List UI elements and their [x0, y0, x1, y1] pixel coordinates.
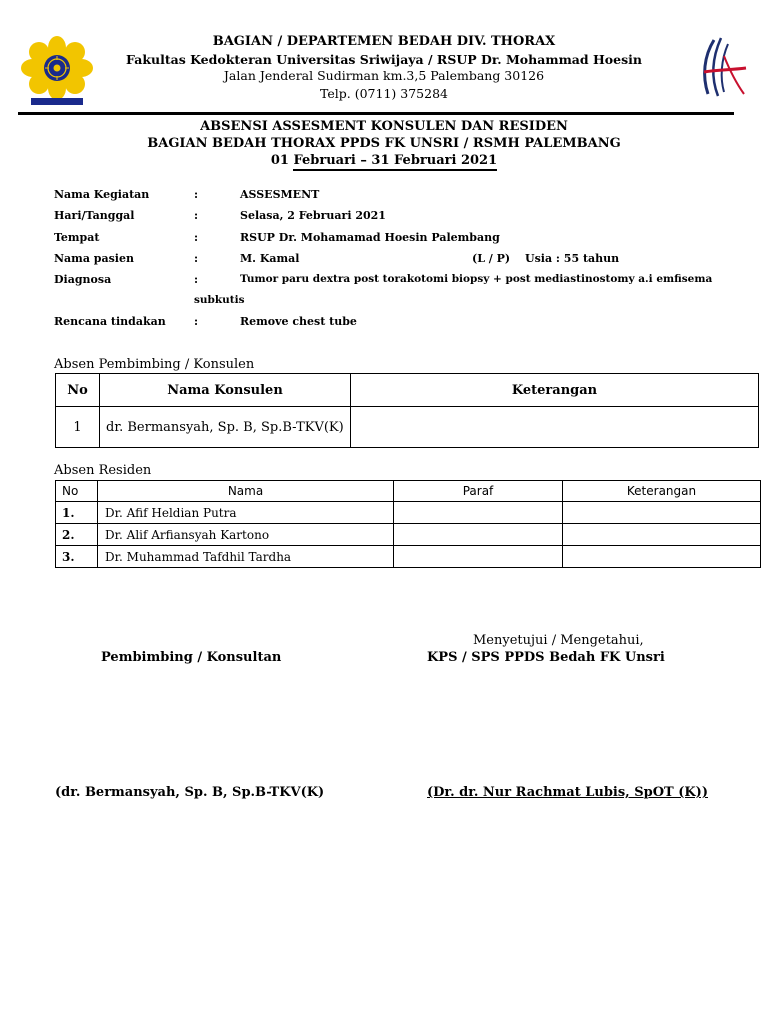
left-signature-title: Pembimbing / Konsultan [101, 650, 282, 665]
label-tempat: Tempat [54, 231, 100, 244]
label-nama-pasien: Nama pasien [54, 252, 134, 265]
row-no: 2. [56, 524, 98, 546]
department-heading: BAGIAN / DEPARTEMEN BEDAH DIV. THORAX [212, 34, 556, 49]
value-hari-tanggal: Selasa, 2 Februari 2021 [240, 209, 386, 222]
konsulen-table [55, 373, 759, 448]
document-subtitle: BAGIAN BEDAH THORAX PPDS FK UNSRI / RSMH PALEMBANG [147, 136, 621, 151]
table-header-row [56, 374, 759, 407]
separator: : [194, 231, 199, 244]
col-header-no: No [56, 374, 100, 407]
separator: : [194, 315, 199, 328]
label-hari-tanggal: Hari/Tanggal [54, 209, 135, 222]
value-diagnosa-cont: subkutis [194, 294, 245, 306]
row-name: Dr. Muhammad Tafdhil Tardha [98, 546, 394, 568]
table-header-row [56, 481, 761, 502]
label-rencana-tindakan: Rencana tindakan [54, 315, 166, 328]
separator: : [194, 273, 199, 286]
row-paraf[interactable] [394, 546, 563, 568]
value-nama-pasien: M. Kamal [240, 252, 300, 265]
separator: : [194, 188, 199, 201]
separator: : [194, 252, 199, 265]
residen-table [55, 480, 761, 568]
col-header-no: No [56, 481, 98, 502]
row-name: Dr. Afif Heldian Putra [98, 502, 394, 524]
col-header-nama-konsulen: Nama Konsulen [100, 374, 351, 407]
document-period [0, 153, 768, 168]
residen-section-title: Absen Residen [54, 463, 152, 478]
period-prefix: 01 [270, 153, 294, 168]
row-no: 3. [56, 546, 98, 568]
document-title: ABSENSI ASSESMENT KONSULEN DAN RESIDEN [200, 119, 568, 134]
separator: : [194, 209, 199, 222]
table-row [56, 546, 761, 568]
konsulen-section-title: Absen Pembimbing / Konsulen [54, 357, 255, 372]
value-age: Usia : 55 tahun [525, 252, 620, 265]
label-diagnosa: Diagnosa [54, 273, 112, 286]
row-no: 1 [56, 407, 100, 448]
row-name: Dr. Alif Arfiansyah Kartono [98, 524, 394, 546]
col-header-keterangan: Keterangan [351, 374, 759, 407]
row-keterangan[interactable] [563, 524, 761, 546]
col-header-paraf: Paraf [394, 481, 563, 502]
approval-note: Menyetujui / Mengetahui, [473, 633, 644, 648]
row-keterangan[interactable] [563, 546, 761, 568]
value-tempat: RSUP Dr. Mohamamad Hoesin Palembang [240, 231, 500, 244]
row-keterangan[interactable] [351, 407, 759, 448]
right-signature-title: KPS / SPS PPDS Bedah FK Unsri [427, 650, 665, 665]
value-gender: (L / P) [472, 252, 511, 265]
row-no: 1. [56, 502, 98, 524]
col-header-keterangan: Keterangan [563, 481, 761, 502]
left-signature-name: (dr. Bermansyah, Sp. B, Sp.B-TKV(K) [55, 785, 325, 800]
period-range: Februari – 31 Februari 2021 [293, 153, 497, 171]
col-header-nama: Nama [98, 481, 394, 502]
address-line: Jalan Jenderal Sudirman km.3,5 Palembang 30126 [223, 68, 545, 83]
right-signature-name: (Dr. dr. Nur Rachmat Lubis, SpOT (K)) [427, 785, 708, 800]
value-rencana-tindakan: Remove chest tube [240, 315, 357, 328]
header-divider [18, 112, 734, 115]
table-row [56, 407, 759, 448]
value-nama-kegiatan: ASSESMENT [240, 188, 320, 201]
row-paraf[interactable] [394, 524, 563, 546]
table-row [56, 502, 761, 524]
row-keterangan[interactable] [563, 502, 761, 524]
table-row [56, 524, 761, 546]
faculty-heading: Fakultas Kedokteran Universitas Sriwijaya / RSUP Dr. Mohammad Hoesin [126, 52, 642, 67]
row-name: dr. Bermansyah, Sp. B, Sp.B-TKV(K) [100, 407, 351, 448]
row-paraf[interactable] [394, 502, 563, 524]
label-nama-kegiatan: Nama Kegiatan [54, 188, 150, 201]
phone-line: Telp. (0711) 375284 [320, 86, 448, 101]
value-diagnosa: Tumor paru dextra post torakotomi biopsy + post mediastinostomy a.i emfisema [240, 273, 713, 285]
